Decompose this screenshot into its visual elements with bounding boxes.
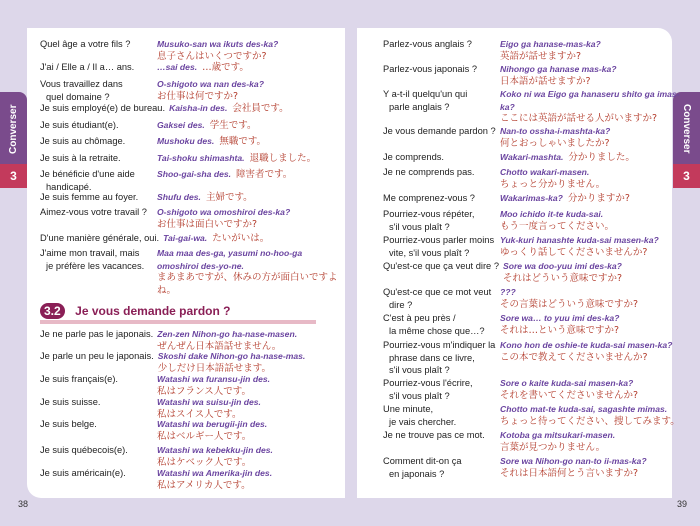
romaji: Nihongo ga hanase mas-ka?: [500, 64, 617, 74]
romaji: Gaksei des.: [157, 120, 205, 130]
french-phrase: [383, 234, 500, 259]
french-line: Je suis américain(e).: [40, 468, 126, 478]
japanese-text: お仕事は何ですか?: [157, 90, 239, 102]
japanese-translation: [500, 339, 686, 364]
romaji: Zen-zen Nihon-go ha-nase-masen.: [157, 329, 298, 339]
french-line: vite, s'il vous plaît ?: [389, 247, 470, 258]
french-line: Je suis belge.: [40, 419, 97, 429]
japanese-text: 私はケベック人です。: [157, 456, 252, 468]
chapter-tab-label: Converser: [8, 104, 19, 154]
french-line: Je ne parle pas le japonais.: [40, 329, 154, 339]
romaji: Kono hon de oshie-te kuda-sai masen-ka?: [500, 340, 673, 350]
french-line: Aimez-vous votre travail ?: [40, 207, 147, 217]
french-phrase: [40, 152, 157, 165]
french-phrase: [383, 151, 500, 164]
french-line: phrase dans ce livre,: [389, 352, 475, 363]
french-line: Je suis employé(e) de bureau.: [40, 103, 166, 113]
romaji: Sore o kaite kuda-sai masen-ka?: [500, 378, 634, 388]
japanese-text: 無職です。: [219, 136, 267, 147]
phrase-entry: [40, 467, 343, 492]
french-line: s'il vous plaît ?: [389, 221, 450, 232]
phrase-entry: [383, 208, 686, 233]
japanese-text: ここには英語が話せる人がいますか?: [500, 113, 658, 124]
japanese-translation: [500, 208, 686, 233]
phrase-entry: [383, 339, 686, 377]
section-heading: [40, 302, 316, 324]
french-phrase: [40, 61, 157, 74]
french-phrase: [383, 286, 500, 311]
japanese-text: 私はアメリカ人です。: [157, 479, 251, 491]
japanese-text: ゆっくり話してくださいませんか?: [500, 246, 648, 258]
phrase-entry: [383, 151, 686, 165]
french-line: Je suis au chômage.: [40, 136, 126, 146]
romaji: Tai-gai-wa.: [163, 233, 208, 243]
french-phrase: [383, 377, 500, 402]
romaji: Shufu des.: [157, 192, 201, 202]
japanese-text: 英語が話せますか?: [500, 50, 582, 62]
french-line: Pourriez-vous répéter,: [383, 209, 475, 219]
phrase-entry: [40, 168, 343, 193]
phrase-entry: [40, 350, 344, 375]
japanese-text: それを書いてくださいませんか?: [500, 389, 639, 401]
french-line: Pourriez-vous parler moins: [383, 235, 495, 245]
section-number-badge: 3.2: [40, 303, 65, 319]
french-line: Je suis femme au foyer.: [40, 192, 139, 202]
french-line: en japonais ?: [389, 468, 445, 479]
french-phrase: [40, 396, 157, 409]
french-phrase: [383, 312, 500, 337]
japanese-text: 退職しました。: [249, 153, 317, 164]
french-line: la même chose que…?: [389, 325, 485, 336]
french-phrase: [40, 191, 157, 204]
phrase-entry: [40, 61, 343, 75]
phrase-entry: [383, 455, 686, 480]
phrase-entry: [383, 234, 686, 259]
japanese-translation: [163, 232, 349, 246]
french-line: Parlez-vous japonais ?: [383, 64, 478, 74]
french-phrase: [40, 119, 157, 132]
french-line: Pourriez-vous m'indiquer la: [383, 340, 496, 350]
french-phrase: [383, 339, 500, 377]
romaji: Kotoba ga mitsukari-masen.: [500, 430, 616, 440]
french-line: s'il vous plaît ?: [389, 365, 450, 375]
french-phrase: [40, 467, 157, 480]
japanese-translation: [157, 373, 343, 398]
romaji: Eigo ga hanase-mas-ka?: [500, 39, 601, 49]
romaji: Koko ni wa Eigo ga hanaseru shito ga imas-ka?: [500, 89, 680, 112]
french-line: Quel âge a votre fils ?: [40, 39, 131, 49]
french-phrase: [383, 63, 500, 76]
french-phrase: [40, 78, 157, 103]
japanese-translation: [157, 78, 343, 103]
japanese-translation: [157, 135, 343, 149]
romaji: Nan-to ossha-i-mashta-ka?: [500, 126, 611, 136]
japanese-translation: [157, 467, 343, 492]
chapter-tab-left[interactable]: [0, 92, 27, 188]
japanese-translation: [500, 403, 686, 428]
french-phrase: [40, 38, 157, 51]
phrase-entry: [383, 166, 686, 191]
romaji: Shoo-gai-sha des.: [157, 169, 232, 179]
japanese-text: 学生です。: [209, 120, 257, 131]
japanese-text: 私はベルギー人です。: [157, 430, 252, 442]
japanese-translation: [500, 63, 686, 88]
phrase-entry: [40, 191, 343, 205]
japanese-translation: [157, 152, 343, 166]
phrase-entry: [383, 192, 686, 206]
french-line: Me comprenez-vous ?: [383, 193, 475, 203]
japanese-translation: [500, 377, 686, 402]
japanese-translation: [500, 125, 686, 150]
french-line: Je vous demande pardon ?: [383, 126, 496, 136]
romaji: Tai-shoku shimashta.: [157, 153, 245, 163]
french-line: Parlez-vous anglais ?: [383, 39, 472, 49]
phrase-entry: [40, 373, 343, 398]
french-phrase: [40, 350, 158, 363]
phrase-entry: [40, 444, 343, 469]
romaji: Kaisha-in des.: [169, 103, 228, 113]
french-phrase: [383, 429, 500, 442]
romaji: Chotto wakari-masen.: [500, 167, 590, 177]
japanese-text: その言葉はどういう意味ですか?: [500, 298, 639, 310]
phrase-entry: [383, 429, 686, 454]
phrase-entry: [40, 152, 343, 166]
japanese-translation: [500, 192, 686, 206]
french-line: Je parle un peu le japonais.: [40, 351, 154, 361]
french-phrase: [383, 125, 500, 138]
japanese-text: 私はスイス人です。: [157, 408, 242, 420]
phrase-entry: [40, 206, 343, 231]
french-line: s'il vous plaît ?: [389, 390, 450, 401]
french-phrase: [40, 328, 157, 341]
phrase-entry: [383, 312, 686, 337]
romaji: Watashi wa Amerika-jin des.: [157, 468, 273, 478]
french-line: je préfère les vacances.: [46, 260, 145, 271]
japanese-translation: [500, 151, 686, 165]
japanese-translation: [157, 61, 343, 75]
japanese-translation: [157, 206, 343, 231]
japanese-text: 分かりました。: [568, 152, 635, 163]
french-phrase: [40, 102, 169, 115]
phrase-entry: [40, 247, 343, 297]
japanese-translation: [157, 444, 343, 469]
french-line: Je suis suisse.: [40, 397, 101, 407]
romaji: Musuko-san wa ikuts des-ka?: [157, 39, 279, 49]
japanese-text: ちょっと分かりません。: [500, 178, 606, 190]
japanese-text: 息子さんはいくつですか?: [157, 50, 267, 62]
japanese-text: お仕事は面白いですか?: [157, 218, 258, 230]
romaji: Sore wa… to yuu imi des-ka?: [500, 313, 620, 323]
french-line: Qu'est-ce que ce mot veut: [383, 287, 492, 297]
japanese-text: 日本語が話せますか?: [500, 75, 591, 87]
japanese-text: 言葉が見つかりません。: [500, 441, 606, 453]
french-line: Je ne trouve pas ce mot.: [383, 430, 485, 440]
japanese-text: …歳です。: [202, 62, 249, 73]
french-line: handicapé.: [46, 181, 92, 192]
phrase-entry: [40, 232, 349, 246]
japanese-translation: [500, 88, 686, 126]
phrase-entry: [383, 38, 686, 63]
japanese-translation: [158, 350, 344, 375]
french-line: Y a-t-il quelqu'un qui: [383, 89, 468, 99]
romaji: O-shigoto wa omoshiroi des-ka?: [157, 207, 291, 217]
phrase-entry: [383, 88, 686, 126]
french-line: Je comprends.: [383, 152, 444, 162]
french-phrase: [383, 208, 500, 233]
french-line: Comment dit-on ça: [383, 456, 462, 466]
french-phrase: [383, 38, 500, 51]
french-line: C'est à peu près /: [383, 313, 456, 323]
french-line: parle anglais ?: [389, 101, 450, 112]
japanese-text: まあまあですが、休みの方が面白いですよね。: [157, 272, 338, 296]
phrase-entry: [383, 260, 689, 285]
french-line: Une minute,: [383, 404, 434, 414]
japanese-translation: [157, 119, 343, 133]
chapter-number: 3: [0, 164, 27, 188]
french-phrase: [383, 192, 500, 205]
japanese-text: それは日本語何とう言いますか?: [500, 467, 639, 479]
french-line: Je suis étudiant(e).: [40, 120, 119, 130]
french-phrase: [40, 418, 157, 431]
french-line: Je suis à la retraite.: [40, 153, 121, 163]
japanese-translation: [500, 455, 686, 480]
french-line: Je suis québecois(e).: [40, 445, 128, 455]
phrase-entry: [40, 135, 343, 149]
french-phrase: [383, 166, 500, 179]
japanese-text: もう一度言ってください。: [500, 220, 615, 232]
japanese-translation: [500, 38, 686, 63]
japanese-translation: [157, 168, 343, 182]
french-phrase: [383, 455, 500, 480]
french-line: Vous travaillez dans: [40, 79, 123, 89]
romaji: Watashi wa kebekku-jin des.: [157, 445, 273, 455]
romaji: Moo ichido it-te kuda-sai.: [500, 209, 604, 219]
japanese-text: 障害者です。: [236, 169, 293, 180]
romaji: O-shigoto wa nan des-ka?: [157, 79, 264, 89]
phrase-entry: [40, 38, 343, 63]
french-line: Je bénéficie d'une aide: [40, 169, 135, 179]
phrase-entry: [383, 377, 686, 402]
romaji: Sore wa Nihon-go nan-to ii-mas-ka?: [500, 456, 647, 466]
french-phrase: [40, 444, 157, 457]
phrase-entry: [40, 78, 343, 103]
french-line: D'une manière générale, oui.: [40, 233, 160, 243]
phrase-entry: [383, 403, 686, 428]
french-phrase: [40, 247, 157, 272]
romaji: Wakari-mashta.: [500, 152, 564, 162]
french-phrase: [40, 135, 157, 148]
romaji: Chotto mat-te kuda-sai, sagashte mimas.: [500, 404, 668, 414]
japanese-text: ちょっと待ってください、捜してみます。: [500, 415, 680, 427]
japanese-translation: [157, 191, 343, 205]
phrase-entry: [383, 125, 686, 150]
japanese-text: 分かりますか?: [567, 193, 630, 204]
japanese-translation: [500, 234, 686, 259]
japanese-text: ぜんぜん日本語話せません。: [157, 340, 282, 352]
french-phrase: [383, 260, 503, 273]
japanese-translation: [500, 429, 686, 454]
french-phrase: [40, 232, 163, 245]
japanese-text: 会社員です。: [232, 103, 289, 114]
french-line: Pourriez-vous l'écrire,: [383, 378, 473, 388]
japanese-text: たいがいは。: [212, 233, 270, 244]
french-line: J'aime mon travail, mais: [40, 248, 140, 258]
japanese-translation: [157, 38, 343, 63]
romaji: Watashi wa berugii-jin des.: [157, 419, 268, 429]
page-number-left: 38: [18, 499, 29, 509]
chapter-tab-label: Converser: [681, 104, 692, 154]
french-phrase: [383, 403, 500, 428]
french-line: Je suis français(e).: [40, 374, 119, 384]
romaji: Wakarimas-ka?: [500, 193, 563, 203]
japanese-translation: [503, 260, 689, 285]
japanese-text: 私はフランス人です。: [157, 385, 251, 397]
japanese-text: それは…という意味ですか?: [500, 324, 620, 336]
romaji: ???: [500, 287, 516, 297]
japanese-translation: [157, 418, 343, 443]
japanese-translation: [500, 286, 686, 311]
romaji: Watashi wa furansu-jin des.: [157, 374, 271, 384]
french-line: J'ai / Elle a / Il a… ans.: [40, 62, 135, 72]
japanese-text: 主婦です。: [205, 192, 253, 203]
phrase-entry: [40, 418, 343, 443]
section-title: Je vous demande pardon ?: [75, 304, 231, 318]
french-phrase: [383, 88, 500, 113]
romaji: Yuk-kuri hanashte kuda-sai masen-ka?: [500, 235, 659, 245]
romaji: Skoshi dake Nihon-go ha-nase-mas.: [157, 351, 306, 361]
romaji: Maa maa des-ga, yasumi no-hoo-ga omoshiroi des-yo-ne.: [157, 248, 303, 271]
japanese-text: 何とおっしゃいましたか?: [500, 137, 610, 149]
japanese-translation: [169, 102, 355, 116]
romaji: Mushoku des.: [157, 136, 215, 146]
japanese-text: それはどういう意味ですか?: [502, 272, 623, 284]
romaji: Watashi wa suisu-jin des.: [157, 397, 261, 407]
romaji: Sore wa doo-yuu imi des-ka?: [502, 261, 622, 271]
french-phrase: [40, 206, 157, 219]
japanese-text: この本で教えてくださいませんか?: [500, 351, 648, 363]
french-line: dire ?: [389, 299, 413, 310]
phrase-entry: [383, 286, 686, 311]
french-line: quel domaine ?: [46, 91, 110, 102]
phrase-entry: [40, 102, 355, 116]
japanese-translation: [500, 166, 686, 191]
page-number-right: 39: [677, 499, 688, 509]
japanese-translation: [500, 312, 686, 337]
romaji: …sai des.: [157, 62, 198, 72]
french-line: je vais chercher.: [389, 416, 457, 427]
phrase-entry: [40, 119, 343, 133]
french-phrase: [40, 373, 157, 386]
chapter-number: 3: [673, 164, 700, 188]
phrase-entry: [383, 63, 686, 88]
japanese-text: 少しだけ日本語話せます。: [157, 362, 271, 374]
french-line: Qu'est-ce que ça veut dire ?: [383, 261, 499, 271]
french-phrase: [40, 168, 157, 193]
japanese-translation: [157, 247, 343, 297]
french-line: Je ne comprends pas.: [383, 167, 475, 177]
